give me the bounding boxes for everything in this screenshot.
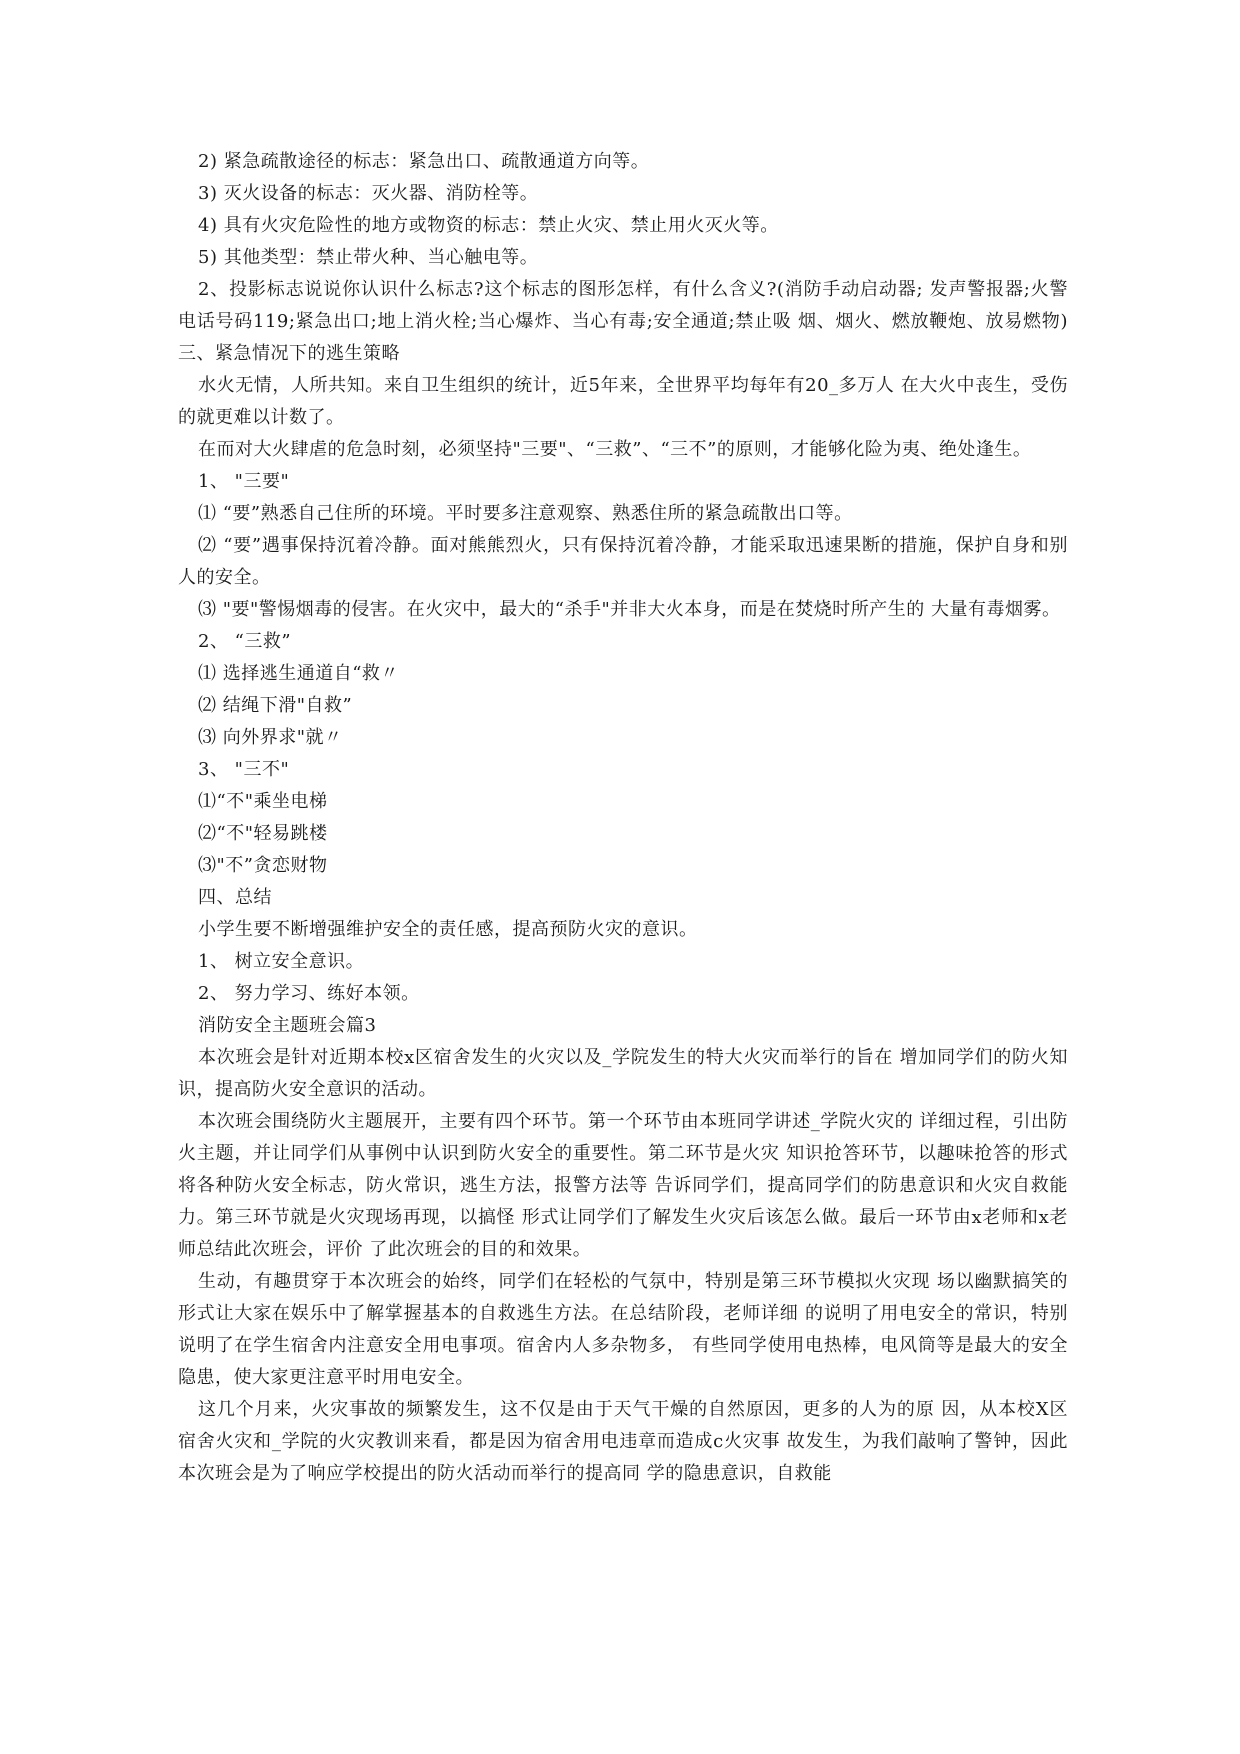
text-line: 2) 紧急疏散途径的标志：紧急出口、疏散通道方向等。 (198, 151, 650, 172)
text-line: 1、 树立安全意识。 (198, 951, 365, 972)
text-line: ⑵ 结绳下滑"自救” (198, 695, 353, 716)
text-line: ⑴“不"乘坐电梯 (198, 791, 328, 812)
document-page (178, 146, 1068, 1490)
text-line: 4) 具有火灾危险性的地方或物资的标志：禁止火灾、禁止用火灭火等。 (198, 215, 779, 236)
paragraph: 这几个月来，火灾事故的频繁发生，这不仅是由于天气干燥的自然原因，更多的人为的原 因，从本校X区宿舍火灾和_学院的火灾教训来看，都是因为宿舍用电违章而造成c火灾事 故发生，为我们敲响了警钟，因此本次班会是为了响应学校提出的防火活动而举行的提高同 学的隐患意识，自救能 (178, 1399, 1068, 1484)
text-line: 2、 努力学习、练好本领。 (198, 983, 420, 1004)
text-line: 3) 灭火设备的标志：灭火器、消防栓等。 (198, 183, 539, 204)
text-line: 5) 其他类型：禁止带火种、当心触电等。 (198, 247, 539, 268)
paragraph: 水火无情，人所共知。来自卫生组织的统计，近5年来，全世界平均每年有20_多万人 在大火中丧生，受伤的就更难以计数了。 (178, 375, 1068, 428)
section-heading: 四、总结 (198, 887, 272, 908)
text-line: 小学生要不断增强维护安全的责任感，提高预防火灾的意识。 (198, 919, 698, 940)
paragraph: 本次班会围绕防火主题展开，主要有四个环节。第一个环节由本班同学讲述_学院火灾的 详细过程，引出防火主题，并让同学们从事例中认识到防火安全的重要性。第二环节是火灾 知识抢答环节，以趣味抢答的形式将各种防火安全标志，防火常识，逃生方法，报警方法等 告诉同学们，提高同学们的防患意识和火灾自救能力。第三环节就是火灾现场再现，以搞怪 形式让同学们了解发生火灾后该怎么做。最后一环节由x老师和x老师总结此次班会，评价 了此次班会的目的和效果。 (178, 1111, 1068, 1260)
text-line: 3、 "三不" (198, 759, 290, 780)
text-line: ⑴ “要”熟悉自己住所的环境。平时要多注意观察、熟悉住所的紧急疏散出口等。 (198, 503, 853, 524)
paragraph: ⑶ "要"警惕烟毒的侵害。在火灾中，最大的“杀手"并非大火本身，而是在焚烧时所产生的 大量有毒烟雾。 (198, 599, 1061, 620)
text-line: ⑴ 选择逃生通道自“救〃 (198, 663, 399, 684)
paragraph: 在而对大火肆虐的危急时刻，必须坚持"三要"、“三救”、“三不”的原则，才能够化险为夷、绝处逢生。 (198, 439, 1032, 460)
text-line: 1、 "三要" (198, 471, 290, 492)
text-line: ⑵“不"轻易跳楼 (198, 823, 328, 844)
text-line: ⑶"不”贪恋财物 (198, 855, 328, 876)
section-title: 消防安全主题班会篇3 (198, 1015, 377, 1036)
paragraph: ⑵ “要”遇事保持沉着冷静。面对熊熊烈火，只有保持沉着冷静，才能采取迅速果断的措施，保护自身和别人的安全。 (178, 535, 1068, 588)
paragraph: 2、投影标志说说你认识什么标志?这个标志的图形怎样，有什么含义?(消防手动启动器; 发声警报器;火警电话号码119;紧急出口;地上消火栓;当心爆炸、当心有毒;安全通道;禁止吸 烟、烟火、燃放鞭炮、放易燃物)三、紧急情况下的逃生策略 (178, 279, 1068, 364)
text-line: 2、 “三救” (198, 631, 292, 652)
paragraph: 本次班会是针对近期本校x区宿舍发生的火灾以及_学院发生的特大火灾而举行的旨在 增加同学们的防火知识，提高防火安全意识的活动。 (178, 1047, 1068, 1100)
paragraph: 生动，有趣贯穿于本次班会的始终，同学们在轻松的气氛中，特别是第三环节模拟火灾现 场以幽默搞笑的形式让大家在娱乐中了解掌握基本的自救逃生方法。在总结阶段，老师详细 的说明了用电安全的常识，特别说明了在学生宿舍内注意安全用电事项。宿舍内人多杂物多， 有些同学使用电热棒，电风筒等是最大的安全隐患，使大家更注意平时用电安全。 (178, 1271, 1068, 1388)
text-line: ⑶ 向外界求"就〃 (198, 727, 343, 748)
